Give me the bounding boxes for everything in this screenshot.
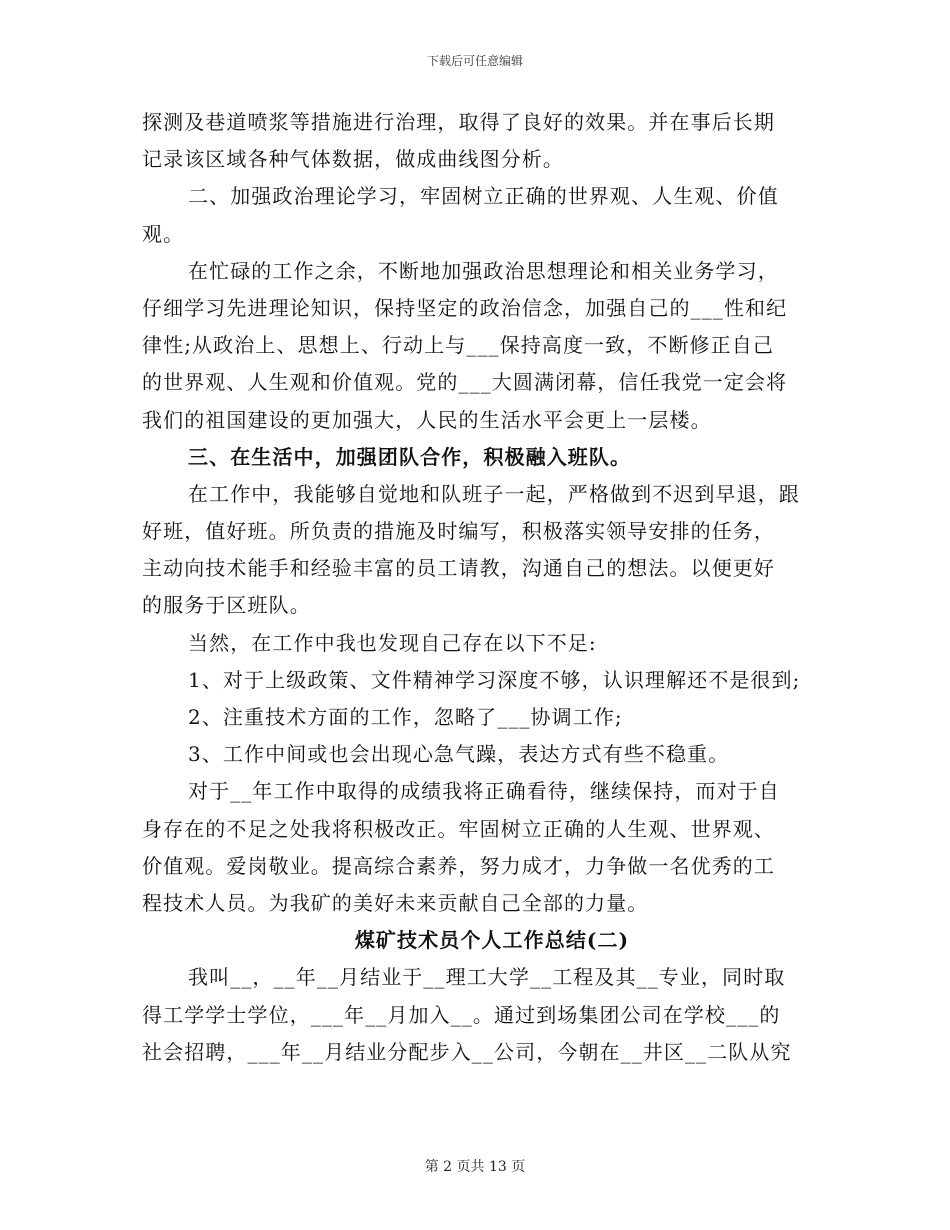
- section-heading-bold: 三、在生活中，加强团队合作，积极融入班队。: [188, 444, 632, 469]
- text-line: 的服务于区班队。: [142, 593, 311, 618]
- text-line: 我们的祖国建设的更加强大，人民的生活水平会更上一层楼。: [142, 407, 712, 432]
- page-footer: 第 2 页共 13 页: [424, 1159, 526, 1175]
- document-title: 煤矿技术员个人工作总结(二): [354, 928, 630, 953]
- text-line: 律性;从政治上、思想上、行动上与___保持高度一致，不断修正自己: [142, 333, 774, 358]
- text-line: 当然，在工作中我也发现自己存在以下不足:: [188, 630, 597, 655]
- list-item: 3、工作中间或也会出现心急气躁，表达方式有些不稳重。: [188, 742, 730, 767]
- header-note: 下载后可任意编辑: [426, 54, 523, 68]
- text-line: 好班，值好班。所负责的措施及时编写，积极落实领导安排的任务，: [142, 519, 775, 544]
- text-line: 仔细学习先进理论知识，保持坚定的政治信念，加强自己的___性和纪: [142, 295, 788, 320]
- text-line: 的世界观、人生观和价值观。党的___大圆满闭幕，信任我党一定会将: [142, 370, 788, 395]
- list-item: 2、注重技术方面的工作，忽略了___协调工作;: [188, 705, 623, 729]
- text-line: 程技术人员。为我矿的美好未来贡献自己全部的力量。: [142, 890, 649, 915]
- text-line: 主动向技术能手和经验丰富的员工请教，沟通自己的想法。以便更好: [142, 556, 775, 581]
- text-line: 探测及巷道喷浆等措施进行治理，取得了良好的效果。并在事后长期: [142, 110, 775, 134]
- text-line: 在忙碌的工作之余，不断地加强政治思想理论和相关业务学习，: [188, 258, 779, 283]
- text-line: 得工学学士学位，___年__月加入__。通过到场集团公司在学校___的: [142, 1002, 781, 1027]
- document-body: [142, 104, 832, 1071]
- section-heading: 二、加强政治理论学习，牢固树立正确的世界观、人生观、价值: [188, 184, 779, 209]
- list-item: 1、对于上级政策、文件精神学习深度不够，认识理解还不是很到;: [188, 667, 801, 692]
- text-line: 对于__年工作中取得的成绩我将正确看待，继续保持，而对于自: [188, 779, 780, 804]
- text-line: 观。: [142, 221, 185, 246]
- text-line: 社会招聘，___年__月结业分配步入__公司，今朝在__井区__二队从究: [142, 1039, 792, 1064]
- text-line: 在工作中，我能够自觉地和队班子一起，严格做到不迟到早退，跟: [188, 481, 800, 506]
- text-line: 记录该区域各种气体数据，做成曲线图分析。: [142, 147, 564, 172]
- text-line: 我叫__，__年__月结业于__理工大学__工程及其__专业，同时取: [188, 965, 786, 990]
- text-line: 身存在的不足之处我将积极改正。牢固树立正确的人生观、世界观、: [142, 816, 775, 841]
- text-line: 价值观。爱岗敬业。提高综合素养，努力成才，力争做一名优秀的工: [142, 853, 775, 878]
